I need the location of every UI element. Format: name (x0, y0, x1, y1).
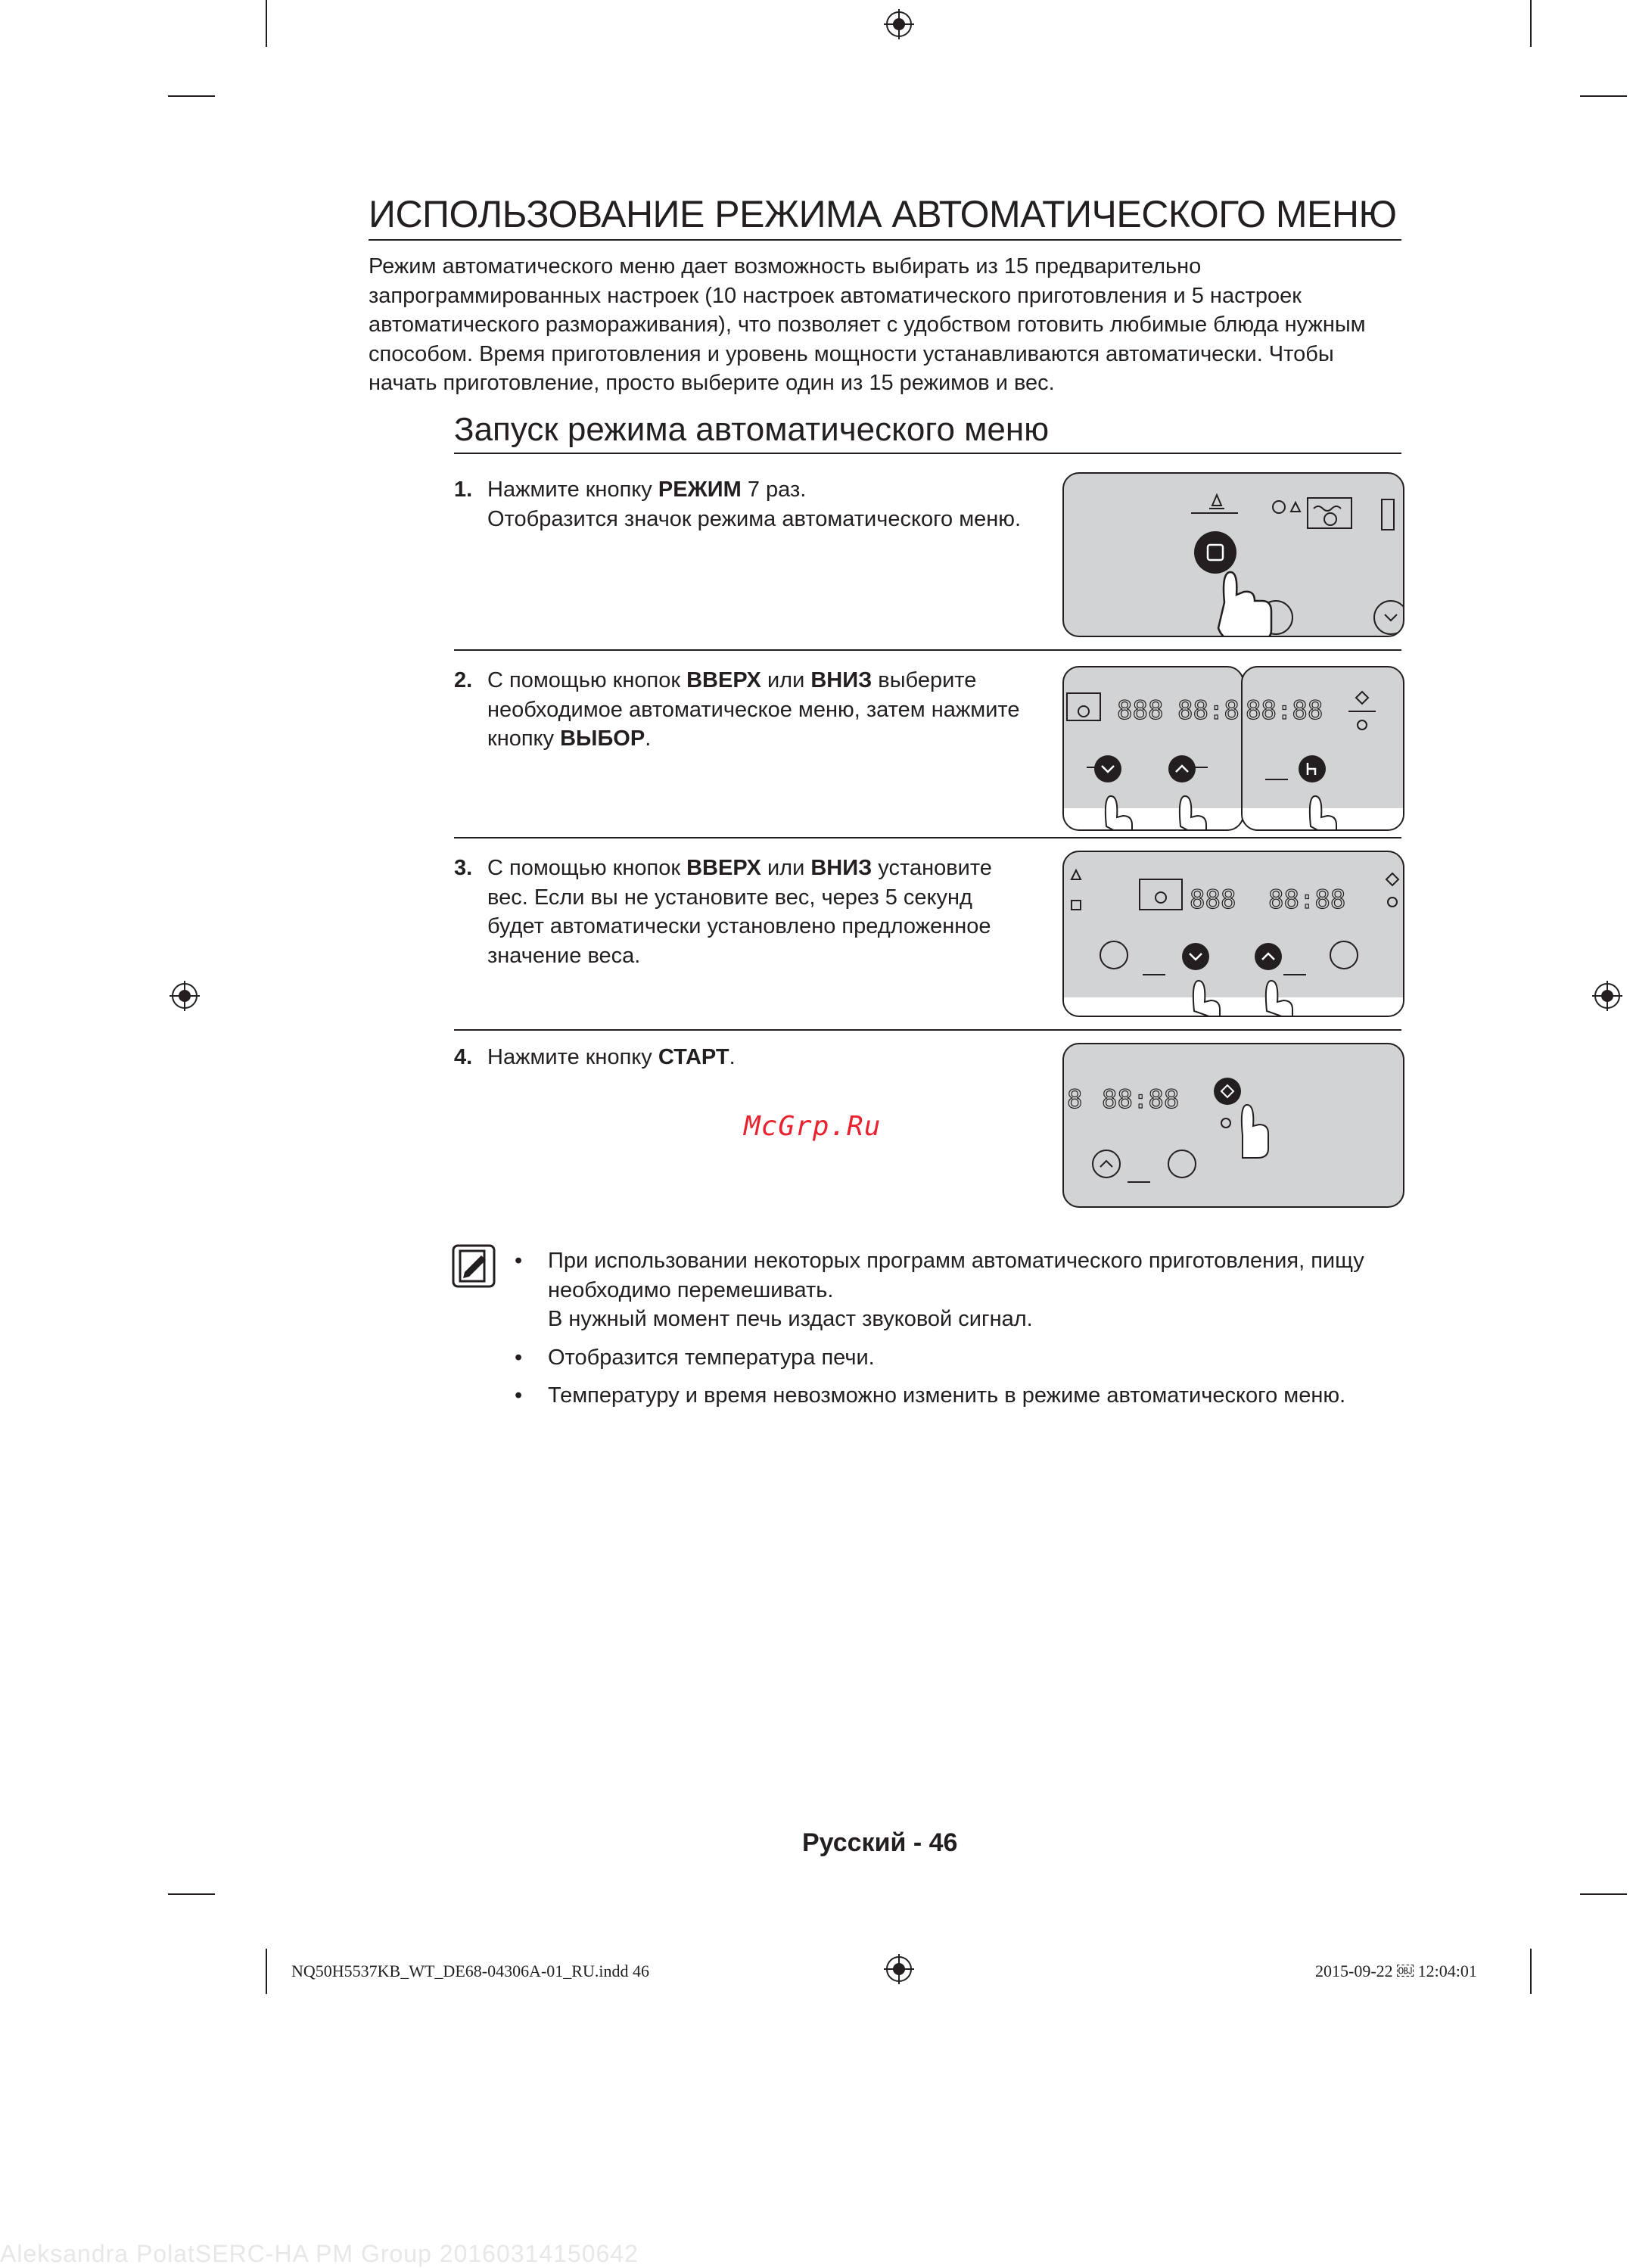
section-subtitle: Запуск режима автоматического меню (454, 409, 1401, 454)
intro-paragraph: Режим автоматического меню дает возможность выбирать из 15 предварительно запрограммированных настроек (10 настроек автоматического приготовления и 5 настроек автоматического размораживания), что позволяет с удобством готовить любимые блюда нужным способом. Время приготовления и уровень мощности устанавливаются автоматически. Чтобы начать приготовление, просто выберите один из 15 режимов и вес. (369, 254, 1366, 395)
step-2 (454, 666, 1037, 757)
svg-text:88:88: 88:88 (1268, 885, 1346, 915)
step-number: 2. (454, 668, 473, 692)
page-number: Русский - 46 (802, 1828, 958, 1857)
svg-text:88:88: 88:88 (1102, 1084, 1180, 1115)
control-panel-step-3 (1062, 851, 1404, 1017)
crop-mark (168, 95, 215, 97)
svg-text:888: 888 (1190, 885, 1236, 915)
step-number: 1. (454, 478, 473, 502)
note-item: • Температуру и время невозможно изменить в режиме автоматического меню. (515, 1381, 1407, 1411)
step-text: С помощью кнопок ВВЕРХ или ВНИЗ установите вес. Если вы не установите вес, через 5 секунд будет автоматически установлено предложенное значение веса. (487, 856, 992, 968)
registration-mark-icon (1592, 981, 1622, 1011)
registration-mark-icon (170, 981, 200, 1011)
svg-text:88:88: 88:88 (1246, 695, 1324, 726)
crop-mark (1530, 1949, 1532, 1994)
step-1 (454, 475, 1037, 566)
bottom-stamp: Aleksandra PolatSERC-HA PM Group 20160314150642 (0, 2240, 639, 2267)
step-number: 4. (454, 1045, 473, 1069)
svg-text:88:8: 88:8 (1177, 695, 1240, 726)
control-panel-step-1 (1062, 472, 1404, 637)
step-text: Нажмите кнопку РЕЖИМ 7 раз. Отобразится значок режима автоматического меню. (487, 478, 1022, 531)
control-panel-step-4 (1062, 1043, 1404, 1208)
separator (454, 837, 1401, 838)
registration-mark-icon (884, 9, 914, 39)
crop-mark (1530, 0, 1532, 47)
crop-mark (266, 1949, 267, 1994)
crop-mark (1580, 95, 1627, 97)
watermark: McGrp.Ru (744, 1111, 882, 1142)
crop-mark (266, 0, 267, 47)
step-4 (454, 1043, 1037, 1076)
note-item: • Отобразится температура печи. (515, 1343, 1407, 1373)
crop-mark (1580, 1893, 1627, 1895)
notes-list (515, 1246, 1407, 1420)
control-panel-step-2a (1062, 666, 1244, 831)
registration-mark-icon (884, 1954, 914, 1984)
control-panel-step-2b (1241, 666, 1404, 831)
file-slug: NQ50H5537KB_WT_DE68-04306A-01_RU.indd 46 (291, 1962, 649, 1980)
separator (454, 1029, 1401, 1031)
svg-text:8: 8 (1067, 1084, 1083, 1115)
crop-mark (168, 1893, 215, 1895)
step-text: С помощью кнопок ВВЕРХ или ВНИЗ выберите необходимое автоматическое меню, затем нажмите кнопку ВЫБОР. (487, 668, 1020, 751)
separator (454, 649, 1401, 651)
note-item: • При использовании некоторых программ автоматического приготовления, пищу необходимо перемешивать. В нужный момент печь издаст звуковой сигнал. (515, 1246, 1407, 1334)
note-icon (451, 1243, 496, 1289)
date-slug: 2015-09-22 ￼ 12:04:01 (1315, 1962, 1477, 1980)
auto-menu-icon (1209, 495, 1224, 509)
step-text: Нажмите кнопку СТАРТ. (487, 1045, 736, 1069)
step-3 (454, 854, 1037, 975)
svg-text:888: 888 (1117, 695, 1164, 726)
step-number: 3. (454, 856, 473, 880)
page-title: ИСПОЛЬЗОВАНИЕ РЕЖИМА АВТОМАТИЧЕСКОГО МЕНЮ (369, 191, 1401, 241)
